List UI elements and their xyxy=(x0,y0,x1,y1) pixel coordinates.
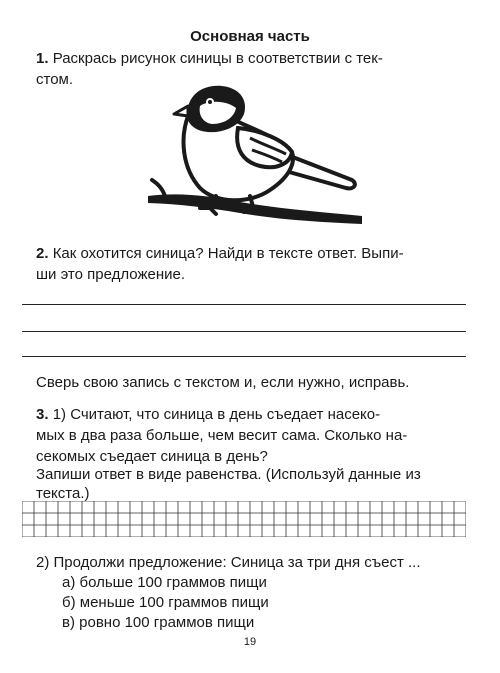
task1-line1 xyxy=(36,48,464,69)
task3-line3: секомых съедает синица в день? xyxy=(36,448,268,465)
task1-text: Раскрась рисунок синицы в соответствии с тек- xyxy=(52,50,383,67)
task1-line2: стом. xyxy=(36,71,74,88)
bird-beak xyxy=(174,106,188,116)
task2-text: Как охотится синица? Найди в тексте ответ. Выпи- xyxy=(52,245,404,262)
task3-number: 3. xyxy=(36,406,49,423)
section-title: Основная часть xyxy=(190,28,310,45)
task3-line5: текста.) xyxy=(36,485,90,502)
answer-line-2[interactable] xyxy=(22,331,466,332)
branch-twig xyxy=(152,180,165,196)
task2-line1 xyxy=(36,243,464,264)
task2-number: 2. xyxy=(36,245,49,262)
task1-number: 1. xyxy=(36,50,49,67)
answer-line-3[interactable] xyxy=(22,356,466,357)
task3-line2: мых в два раза больше, чем весит сама. Сколько на- xyxy=(36,427,408,444)
option-b: б) меньше 100 граммов пищи xyxy=(62,594,269,611)
task2-line2: ши это предложение. xyxy=(36,266,185,283)
option-v: в) ровно 100 граммов пищи xyxy=(62,614,255,631)
titmouse-illustration xyxy=(140,78,370,238)
page-number: 19 xyxy=(243,636,257,648)
bird-pupil xyxy=(208,100,212,104)
task3-line1 xyxy=(36,404,464,425)
task3-line4: Запиши ответ в виде равенства. (Используй данные из xyxy=(36,466,421,483)
answer-grid[interactable] xyxy=(22,501,466,537)
task3-text: 1) Считают, что синица в день съедает насеко- xyxy=(52,406,381,423)
answer-line-1[interactable] xyxy=(22,304,466,305)
option-a: а) больше 100 граммов пищи xyxy=(62,574,267,591)
task3-sub2: 2) Продолжи предложение: Синица за три дня съест ... xyxy=(36,554,421,571)
check-note: Сверь свою запись с текстом и, если нужно, исправь. xyxy=(36,374,410,391)
